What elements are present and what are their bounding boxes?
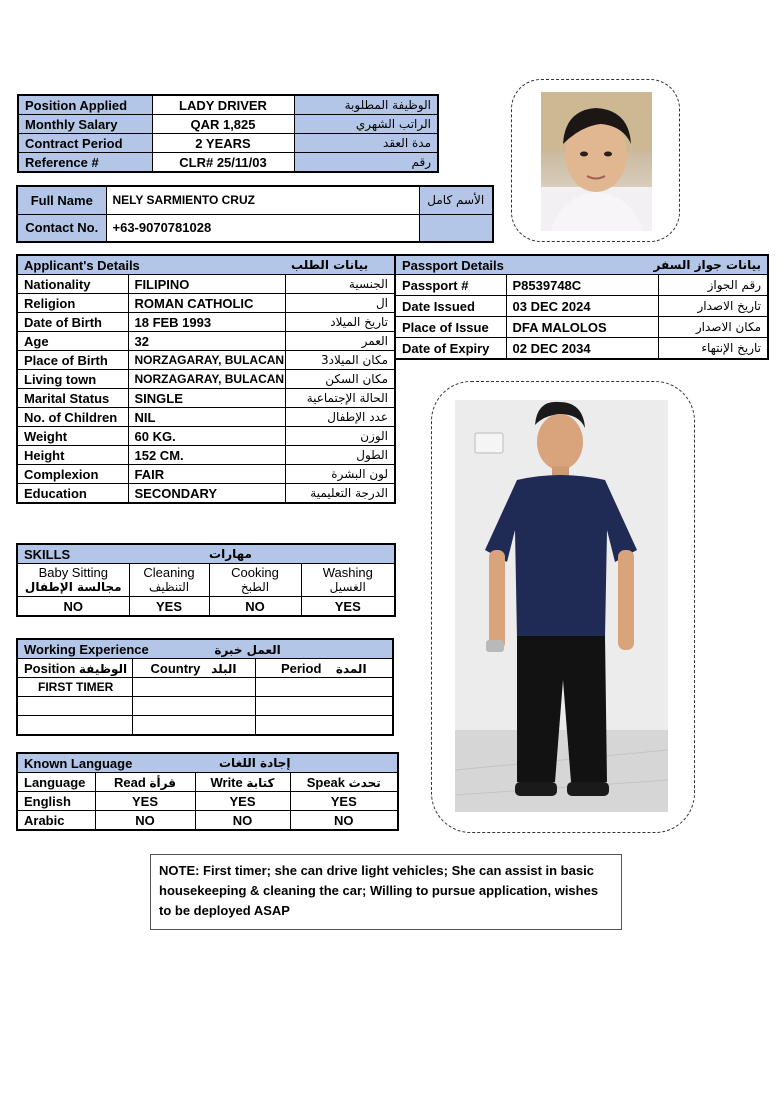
passport-row <box>395 317 768 338</box>
applicant-row <box>17 332 395 351</box>
experience-header <box>17 639 393 659</box>
col-read-ar: قرأة <box>149 775 176 790</box>
skill-baby-sitting <box>17 564 129 597</box>
position-row <box>18 95 438 115</box>
experience-period-3 <box>255 716 393 736</box>
passport-title: Passport Details <box>395 255 658 275</box>
language-english: English <box>17 792 95 811</box>
applicant-title-ar: بيانات الطلب <box>285 255 395 275</box>
religion-ar: ال <box>285 294 395 313</box>
full-name-value: NELY SARMIENTO CRUZ <box>106 186 419 214</box>
contract-label: Contract Period <box>18 134 152 153</box>
english-speak: YES <box>290 792 398 811</box>
children-value: NIL <box>128 408 285 427</box>
position-label: Position Applied <box>18 95 152 115</box>
education-label: Education <box>17 484 128 504</box>
dob-value: 18 FEB 1993 <box>128 313 285 332</box>
date-expiry-ar: تاريخ الإنتهاء <box>658 338 768 360</box>
dob-ar: تاريخ الميلاد <box>285 313 395 332</box>
age-label: Age <box>17 332 128 351</box>
col-write <box>195 773 290 792</box>
height-value: 152 CM. <box>128 446 285 465</box>
contact-row <box>17 214 493 242</box>
place-issue-label: Place of Issue <box>395 317 506 338</box>
applicant-row <box>17 427 395 446</box>
applicant-row <box>17 275 395 294</box>
applicant-row <box>17 313 395 332</box>
col-speak-en: Speak <box>306 774 346 790</box>
experience-country-2 <box>132 697 255 716</box>
applicant-row <box>17 446 395 465</box>
col-country <box>132 659 255 678</box>
dob-label: Date of Birth <box>17 313 128 332</box>
language-title-ar: إجادة اللغات <box>195 753 398 773</box>
weight-ar: الوزن <box>285 427 395 446</box>
applicant-row <box>17 351 395 370</box>
applicant-row <box>17 294 395 313</box>
education-ar: الدرجة التعليمية <box>285 484 395 504</box>
language-row <box>17 811 398 831</box>
date-issued-value: 03 DEC 2024 <box>506 296 658 317</box>
passport-number-label: Passport # <box>395 275 506 296</box>
salary-row <box>18 115 438 134</box>
col-read <box>95 773 195 792</box>
col-read-en: Read <box>114 774 146 790</box>
col-speak-ar: تحدث <box>348 775 381 790</box>
skills-table <box>16 543 396 617</box>
identity-table <box>16 185 494 243</box>
passport-header <box>395 255 768 275</box>
date-issued-label: Date Issued <box>395 296 506 317</box>
skill-cleaning-en: Cleaning <box>143 565 195 580</box>
applicant-row <box>17 389 395 408</box>
living-town-ar: مكان السكن <box>285 370 395 389</box>
col-position-en: Position <box>24 660 76 676</box>
col-position-ar: الوظيفة <box>78 661 128 676</box>
birthplace-ar: مكان الميلاد3 <box>285 351 395 370</box>
salary-value: QAR 1,825 <box>152 115 294 134</box>
skills-title-ar: مهارات <box>209 544 395 564</box>
place-issue-value: DFA MALOLOS <box>506 317 658 338</box>
birthplace-label: Place of Birth <box>17 351 128 370</box>
complexion-ar: لون البشرة <box>285 465 395 484</box>
children-ar: عدد الإطفال <box>285 408 395 427</box>
nationality-label: Nationality <box>17 275 128 294</box>
height-ar: الطول <box>285 446 395 465</box>
position-value: LADY DRIVER <box>152 95 294 115</box>
skills-values-row <box>17 597 395 617</box>
note-text: NOTE: First timer; she can drive light vehicles; She can assist in basic housekeeping & cleaning the car; Willing to pursue application, wishes to be deployed ASAP <box>159 863 599 918</box>
col-write-en: Write <box>210 774 243 790</box>
passport-title-ar: بيانات جواز السفر <box>658 255 768 275</box>
note-box <box>150 854 622 930</box>
skill-cleaning-ar: التنظيف <box>148 580 190 594</box>
col-position <box>17 659 132 678</box>
applicant-row <box>17 370 395 389</box>
marital-label: Marital Status <box>17 389 128 408</box>
passport-row <box>395 338 768 360</box>
marital-value: SINGLE <box>128 389 285 408</box>
applicant-table <box>16 254 396 504</box>
nationality-value: FILIPINO <box>128 275 285 294</box>
height-label: Height <box>17 446 128 465</box>
skill-washing <box>301 564 395 597</box>
reference-ar: رقم <box>294 153 438 173</box>
position-ar: الوظيفة المطلوبة <box>294 95 438 115</box>
arabic-speak: NO <box>290 811 398 831</box>
salary-label: Monthly Salary <box>18 115 152 134</box>
experience-period-1 <box>255 678 393 697</box>
contact-value: +63-9070781028 <box>106 214 419 242</box>
arabic-read: NO <box>95 811 195 831</box>
skills-header <box>17 544 395 564</box>
applicant-title <box>17 255 285 275</box>
experience-country-1 <box>132 678 255 697</box>
col-period-ar: المدة <box>335 661 367 676</box>
skills-title: SKILLS <box>17 544 209 564</box>
contract-row <box>18 134 438 153</box>
passport-table <box>394 254 769 360</box>
applicant-row <box>17 465 395 484</box>
salary-ar: الراتب الشهري <box>294 115 438 134</box>
nationality-ar: الجنسية <box>285 275 395 294</box>
skill-washing-en: Washing <box>322 565 373 580</box>
passport-number-ar: رقم الجواز <box>658 275 768 296</box>
applicant-header <box>17 255 395 275</box>
experience-position-2 <box>17 697 132 716</box>
contact-label: Contact No. <box>17 214 106 242</box>
education-value: SECONDARY <box>128 484 285 504</box>
arabic-write: NO <box>195 811 290 831</box>
col-period <box>255 659 393 678</box>
experience-columns <box>17 659 393 678</box>
passport-row <box>395 275 768 296</box>
skill-cleaning-value: YES <box>129 597 209 617</box>
experience-row <box>17 716 393 736</box>
passport-number-value: P8539748C <box>506 275 658 296</box>
complexion-label: Complexion <box>17 465 128 484</box>
skill-baby-sitting-ar: مجالسة الإطفال <box>24 580 122 594</box>
language-row <box>17 792 398 811</box>
skill-cooking <box>209 564 301 597</box>
reference-label: Reference # <box>18 153 152 173</box>
col-country-ar: البلد <box>211 661 237 676</box>
applicant-row <box>17 484 395 504</box>
experience-country-3 <box>132 716 255 736</box>
contract-ar: مدة العقد <box>294 134 438 153</box>
living-town-label: Living town <box>17 370 128 389</box>
experience-table <box>16 638 394 736</box>
language-header <box>17 753 398 773</box>
fullbody-image <box>455 400 668 812</box>
headshot-photo <box>541 92 652 231</box>
english-write: YES <box>195 792 290 811</box>
skill-cooking-value: NO <box>209 597 301 617</box>
experience-title <box>17 639 281 659</box>
date-expiry-label: Date of Expiry <box>395 338 506 360</box>
skill-baby-sitting-en: Baby Sitting <box>38 565 108 580</box>
experience-row <box>17 678 393 697</box>
weight-label: Weight <box>17 427 128 446</box>
english-read: YES <box>95 792 195 811</box>
children-label: No. of Children <box>17 408 128 427</box>
language-columns <box>17 773 398 792</box>
headshot-image <box>541 92 652 231</box>
experience-row <box>17 697 393 716</box>
language-arabic: Arabic <box>17 811 95 831</box>
col-period-en: Period <box>280 660 322 676</box>
religion-value: ROMAN CATHOLIC <box>128 294 285 313</box>
language-title: Known Language <box>17 753 195 773</box>
passport-row <box>395 296 768 317</box>
marital-ar: الحالة الإجتماعية <box>285 389 395 408</box>
birthplace-value: NORZAGARAY, BULACAN <box>128 351 285 370</box>
skill-baby-sitting-value: NO <box>17 597 129 617</box>
experience-title-ar: العمل خبرة <box>214 642 281 657</box>
complexion-value: FAIR <box>128 465 285 484</box>
contract-value: 2 YEARS <box>152 134 294 153</box>
fullbody-photo <box>455 400 668 812</box>
full-name-ar: الأسم كامل <box>419 186 493 214</box>
reference-value: CLR# 25/11/03 <box>152 153 294 173</box>
applicant-title-text: Applicant's Details <box>24 257 140 273</box>
age-value: 32 <box>128 332 285 351</box>
religion-label: Religion <box>17 294 128 313</box>
col-country-en: Country <box>150 660 201 676</box>
skill-washing-value: YES <box>301 597 395 617</box>
col-language: Language <box>17 773 95 792</box>
skill-cleaning <box>129 564 209 597</box>
experience-period-2 <box>255 697 393 716</box>
applicant-row <box>17 408 395 427</box>
col-speak <box>290 773 398 792</box>
skill-cooking-ar: الطبخ <box>240 580 270 594</box>
date-issued-ar: تاريخ الاصدار <box>658 296 768 317</box>
place-issue-ar: مكان الاصدار <box>658 317 768 338</box>
living-town-value: NORZAGARAY, BULACAN <box>128 370 285 389</box>
position-table <box>17 94 439 173</box>
weight-value: 60 KG. <box>128 427 285 446</box>
language-table <box>16 752 399 831</box>
contact-empty-cell <box>419 214 493 242</box>
experience-title-text: Working Experience <box>24 641 149 657</box>
reference-row <box>18 153 438 173</box>
skills-labels-row <box>17 564 395 597</box>
date-expiry-value: 02 DEC 2034 <box>506 338 658 360</box>
age-ar: العمر <box>285 332 395 351</box>
full-name-row <box>17 186 493 214</box>
full-name-label: Full Name <box>17 186 106 214</box>
skill-washing-ar: الغسيل <box>329 580 366 594</box>
skill-cooking-en: Cooking <box>231 565 279 580</box>
col-write-ar: كتابة <box>246 775 275 790</box>
experience-position-1: FIRST TIMER <box>17 678 132 697</box>
experience-position-3 <box>17 716 132 736</box>
